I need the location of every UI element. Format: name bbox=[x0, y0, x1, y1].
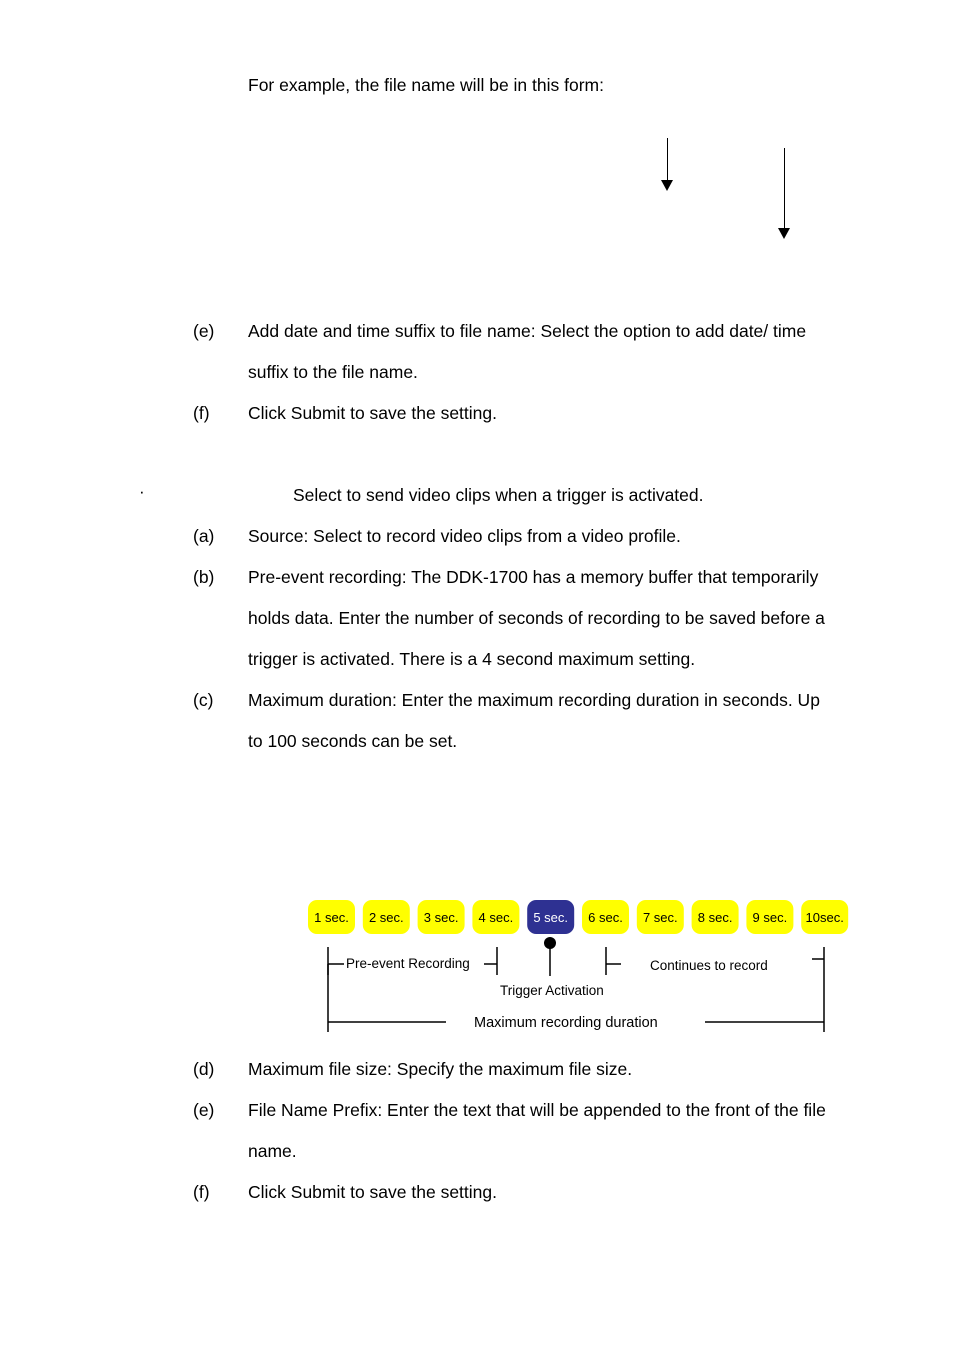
list-label: (e) bbox=[193, 1100, 215, 1120]
list-text-line: Source: Select to record video clips from a video profile. bbox=[248, 526, 681, 546]
trigger-label: Trigger Activation bbox=[500, 983, 604, 998]
time-slot bbox=[308, 900, 355, 934]
filename-arrow-right bbox=[784, 148, 785, 228]
time-slot-label: 9 sec. bbox=[752, 910, 788, 925]
time-slot-label: 1 sec. bbox=[314, 910, 349, 925]
max-duration-label: Maximum recording duration bbox=[474, 1015, 658, 1031]
list-label: (c) bbox=[193, 690, 214, 710]
time-slot-label: 2 sec. bbox=[368, 910, 404, 925]
time-slot-label: 6 sec. bbox=[588, 910, 623, 925]
time-slot bbox=[363, 900, 410, 934]
time-slot-label: 10sec. bbox=[805, 910, 844, 925]
recording-timeline-diagram bbox=[300, 895, 860, 1040]
list-label: (f) bbox=[193, 403, 210, 423]
intro-text: For example, the file name will be in this form: bbox=[248, 75, 604, 95]
section-bullet: · bbox=[139, 482, 145, 501]
list-text-line: to 100 seconds can be set. bbox=[248, 731, 458, 751]
time-slot bbox=[472, 900, 519, 934]
list-text-line: Click Submit to save the setting. bbox=[248, 403, 497, 423]
list-label: (a) bbox=[193, 526, 215, 546]
list-text-line: Add date and time suffix to file name: Select the option to add date/ time bbox=[248, 321, 807, 341]
continues-label: Continues to record bbox=[650, 958, 768, 973]
time-slot-trigger bbox=[527, 900, 574, 934]
time-slot bbox=[801, 900, 848, 934]
time-slot bbox=[418, 900, 465, 934]
list-text-line: suffix to the file name. bbox=[248, 362, 418, 382]
time-slot bbox=[582, 900, 629, 934]
time-slot bbox=[637, 900, 684, 934]
time-slot-label: 5 sec. bbox=[533, 910, 569, 925]
list-text-line: holds data. Enter the number of seconds of recording to be saved before a bbox=[248, 608, 825, 628]
time-slot bbox=[692, 900, 739, 934]
filename-arrow-left bbox=[667, 138, 668, 180]
time-slot-label: 3 sec. bbox=[423, 910, 459, 925]
list-text-line: File Name Prefix: Enter the text that will be appended to the front of the file bbox=[248, 1100, 826, 1120]
time-slot-label: 8 sec. bbox=[697, 910, 733, 925]
list-text-line: Click Submit to save the setting. bbox=[248, 1182, 497, 1202]
time-slot-label: 4 sec. bbox=[478, 910, 514, 925]
list-text-line: Maximum duration: Enter the maximum recording duration in seconds. Up bbox=[248, 690, 820, 710]
time-slot-label: 7 sec. bbox=[642, 910, 678, 925]
list-label: (f) bbox=[193, 1182, 210, 1202]
time-slot bbox=[746, 900, 793, 934]
list-label: (d) bbox=[193, 1059, 215, 1079]
list-label: (b) bbox=[193, 567, 215, 587]
list-label: (e) bbox=[193, 321, 215, 341]
list-text-line: name. bbox=[248, 1141, 297, 1161]
time-slots bbox=[308, 900, 848, 934]
list-text-line: Pre-event recording: The DDK-1700 has a memory buffer that temporarily bbox=[248, 567, 819, 587]
pre-event-label: Pre-event Recording bbox=[346, 956, 470, 971]
list-text-line: trigger is activated. There is a 4 second maximum setting. bbox=[248, 649, 696, 669]
list-text-line: Maximum file size: Specify the maximum file size. bbox=[248, 1059, 633, 1079]
section-text: Select to send video clips when a trigger is activated. bbox=[293, 485, 704, 505]
